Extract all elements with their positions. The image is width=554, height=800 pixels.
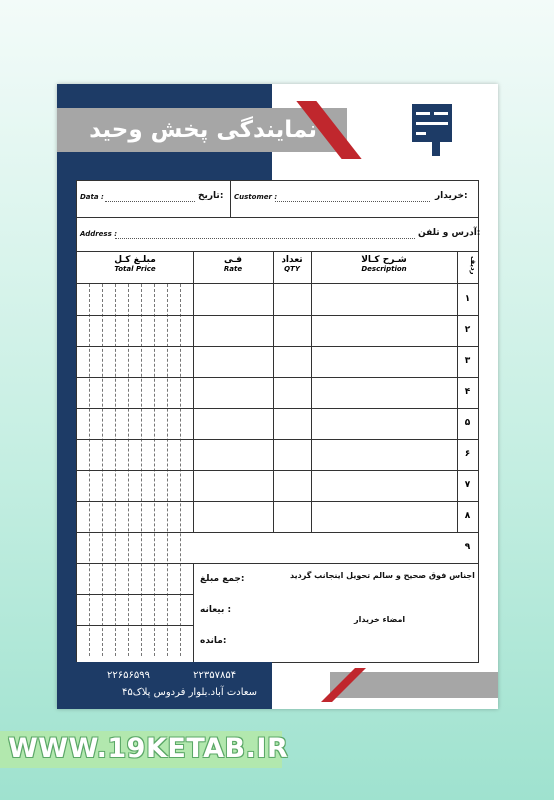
table-row xyxy=(77,501,478,502)
balance-label: مانده: xyxy=(200,636,227,646)
row-number: ۴ xyxy=(464,387,471,397)
table-row xyxy=(77,408,478,409)
footer-address: سعادت آباد.بلوار فردوس پلاک۴۵ xyxy=(122,687,257,698)
table-row xyxy=(77,346,478,347)
address-field[interactable] xyxy=(115,238,415,239)
total-header: مبلـغ کـل Total Price xyxy=(114,255,156,273)
row-number: ۲ xyxy=(464,325,471,335)
deposit-label: بیعانه : xyxy=(200,605,232,615)
logo-icon xyxy=(412,104,452,156)
customer-label-fa: خریدار: xyxy=(435,191,468,201)
table-row xyxy=(77,315,478,316)
row-number: ۳ xyxy=(464,356,471,366)
description-header: شـرح کـالا Description xyxy=(361,255,407,273)
row-number: ۵ xyxy=(464,418,471,428)
buyer-signature-label: امضاء خریدار xyxy=(354,615,406,624)
table-row xyxy=(77,532,478,533)
date-customer-row xyxy=(77,181,478,218)
customer-field[interactable] xyxy=(275,201,430,202)
rate-header: فـی Rate xyxy=(223,255,243,273)
watermark-bar xyxy=(0,731,289,768)
company-title: نمایندگی پخش وحید xyxy=(89,117,317,143)
address-row xyxy=(77,218,481,252)
invoice-form xyxy=(76,180,479,663)
row-number: ۱ xyxy=(464,294,471,304)
goods-note: اجناس فوق صحیح و سالم تحویل اینجانب گردید xyxy=(290,571,475,580)
table-row xyxy=(77,377,478,378)
row-number: ۸ xyxy=(464,511,471,521)
sum-label: جمع مبلغ: xyxy=(200,574,245,584)
row-number: ۷ xyxy=(464,480,471,490)
date-field[interactable] xyxy=(105,201,195,202)
row-number: ۶ xyxy=(464,449,471,459)
phone-1: ۲۲۶۵۶۵۹۹ xyxy=(107,670,150,681)
row-number: ۹ xyxy=(464,542,471,552)
qty-header: تعداد QTY xyxy=(281,255,303,273)
table-header xyxy=(77,252,478,284)
address-label-fa: آدرس و تلفن: xyxy=(418,228,481,238)
address-label-en: Address : xyxy=(80,230,117,238)
date-label-fa: تاریخ: xyxy=(198,191,224,201)
invoice-sheet xyxy=(57,84,498,709)
date-label-en: Data : xyxy=(80,193,104,201)
row-header: ردیف xyxy=(469,256,477,275)
phone-2: ۲۲۳۵۷۸۵۴ xyxy=(193,670,237,681)
phone-numbers xyxy=(107,670,257,681)
table-row xyxy=(77,470,478,471)
site-watermark[interactable]: WWW.19KETAB.IR xyxy=(8,733,289,764)
customer-label-en: Customer : xyxy=(234,193,278,201)
table-row xyxy=(77,439,478,440)
